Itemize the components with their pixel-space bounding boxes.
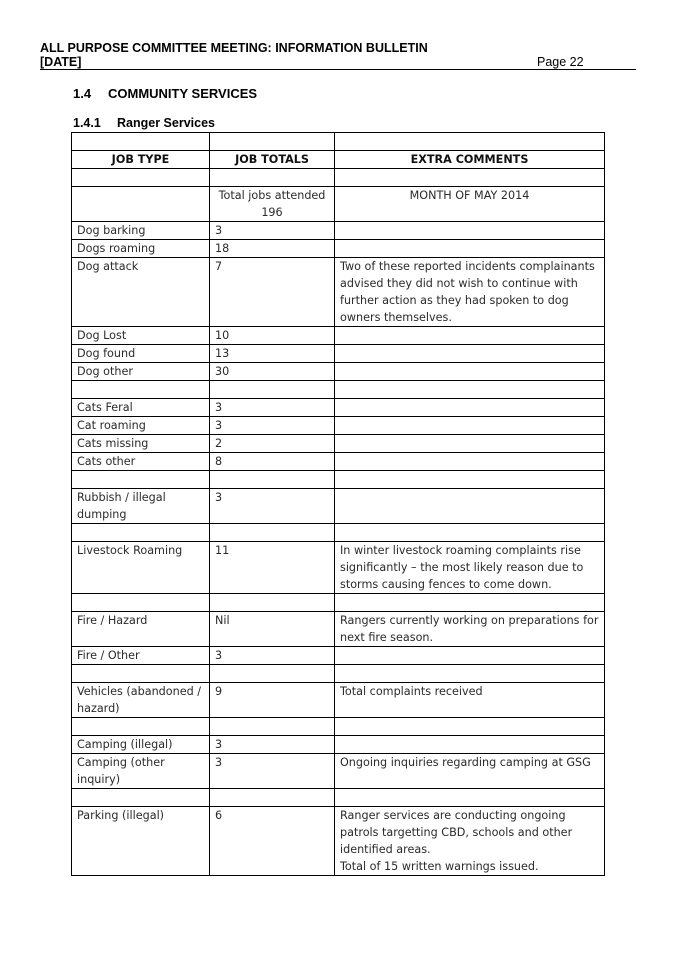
job-total-cell: 7 (210, 258, 335, 327)
job-total-cell: 8 (210, 453, 335, 471)
spacer-row (72, 524, 605, 542)
job-type-cell (72, 718, 210, 736)
section-number: 1.4 (73, 86, 92, 101)
comment-cell (335, 327, 605, 345)
table-cell (335, 169, 605, 187)
table-row (72, 453, 605, 471)
table-row (72, 489, 605, 524)
subsection-title: Ranger Services (117, 116, 215, 130)
job-total-cell: 3 (210, 736, 335, 754)
bulletin-date: [DATE] (40, 55, 82, 69)
job-total-cell (210, 789, 335, 807)
total-jobs-label: Total jobs attended (218, 189, 326, 202)
job-type-cell: Dog Lost (72, 327, 210, 345)
table-row (72, 169, 605, 187)
comment-cell (335, 789, 605, 807)
comment-cell (335, 345, 605, 363)
table-row (72, 612, 605, 647)
comment-cell (335, 363, 605, 381)
job-type-cell: Camping (other inquiry) (72, 754, 210, 789)
job-type-cell: Vehicles (abandoned / hazard) (72, 683, 210, 718)
comment-cell: Two of these reported incidents complainants advised they did not wish to continue with further action as they had spoken to dog owners themselves. (335, 258, 605, 327)
job-total-cell: 11 (210, 542, 335, 594)
job-total-cell (210, 665, 335, 683)
job-type-cell: Cats other (72, 453, 210, 471)
col-header-extra-comments: EXTRA COMMENTS (335, 151, 605, 169)
job-type-cell: Dog found (72, 345, 210, 363)
table-row (72, 345, 605, 363)
comment-cell (335, 453, 605, 471)
job-total-cell: 3 (210, 489, 335, 524)
table-row (72, 807, 605, 876)
job-type-cell: Parking (illegal) (72, 807, 210, 876)
spacer-row (72, 789, 605, 807)
subsection-heading (73, 116, 215, 130)
bulletin-title: ALL PURPOSE COMMITTEE MEETING: INFORMATION BULLETIN (40, 41, 428, 55)
job-type-cell: Dogs roaming (72, 240, 210, 258)
job-total-cell: 3 (210, 417, 335, 435)
report-period: MONTH OF MAY 2014 (335, 187, 605, 222)
job-type-cell (72, 665, 210, 683)
job-total-cell: 3 (210, 222, 335, 240)
job-type-cell: Cats Feral (72, 399, 210, 417)
job-total-cell (210, 471, 335, 489)
table-row (72, 222, 605, 240)
job-type-cell: Rubbish / illegal dumping (72, 489, 210, 524)
header-row (72, 151, 605, 169)
table-cell (210, 169, 335, 187)
page-number: Page 22 (537, 55, 584, 69)
subsection-number: 1.4.1 (73, 116, 101, 130)
table-row (72, 754, 605, 789)
col-header-job-totals: JOB TOTALS (210, 151, 335, 169)
spacer-row (72, 471, 605, 489)
comment-cell (335, 647, 605, 665)
job-type-cell: Cats missing (72, 435, 210, 453)
job-type-cell: Fire / Hazard (72, 612, 210, 647)
col-header-job-type: JOB TYPE (72, 151, 210, 169)
job-total-cell: 10 (210, 327, 335, 345)
comment-cell (335, 471, 605, 489)
job-total-cell (210, 718, 335, 736)
comment-cell (335, 524, 605, 542)
job-type-cell: Cat roaming (72, 417, 210, 435)
spacer-row (72, 718, 605, 736)
comment-cell: Total complaints received (335, 683, 605, 718)
spacer-row (72, 381, 605, 399)
job-total-cell: 6 (210, 807, 335, 876)
total-jobs-cell (210, 187, 335, 222)
comment-cell (335, 736, 605, 754)
table-row (72, 240, 605, 258)
comment-cell: Ongoing inquiries regarding camping at GSG (335, 754, 605, 789)
table-cell (210, 133, 335, 151)
job-type-cell: Livestock Roaming (72, 542, 210, 594)
table-row (72, 399, 605, 417)
job-total-cell (210, 381, 335, 399)
comment-cell (335, 594, 605, 612)
table-row (72, 133, 605, 151)
table-row (72, 542, 605, 594)
section-heading (73, 86, 257, 101)
comment-cell (335, 381, 605, 399)
total-jobs-value: 196 (261, 206, 283, 219)
comment-cell: Rangers currently working on preparations for next fire season. (335, 612, 605, 647)
job-total-cell: 30 (210, 363, 335, 381)
section-title: COMMUNITY SERVICES (108, 86, 258, 101)
comment-cell: In winter livestock roaming complaints rise significantly – the most likely reason due to storms causing fences to come down. (335, 542, 605, 594)
job-type-cell: Dog barking (72, 222, 210, 240)
table-row (72, 417, 605, 435)
job-total-cell: 13 (210, 345, 335, 363)
job-type-cell (72, 524, 210, 542)
job-type-cell (72, 789, 210, 807)
job-type-cell: Dog other (72, 363, 210, 381)
job-type-cell (72, 471, 210, 489)
table-cell (335, 133, 605, 151)
table-row (72, 736, 605, 754)
job-total-cell: Nil (210, 612, 335, 647)
job-total-cell: 2 (210, 435, 335, 453)
table-cell (72, 169, 210, 187)
table-row (72, 363, 605, 381)
comment-cell (335, 399, 605, 417)
job-total-cell: 3 (210, 754, 335, 789)
header-rule (40, 69, 636, 70)
job-type-cell (72, 594, 210, 612)
ranger-services-table (71, 132, 605, 876)
job-type-cell: Camping (illegal) (72, 736, 210, 754)
table-row (72, 647, 605, 665)
comment-cell (335, 240, 605, 258)
summary-row (72, 187, 605, 222)
job-total-cell (210, 594, 335, 612)
table-cell (72, 133, 210, 151)
comment-cell (335, 489, 605, 524)
job-total-cell: 18 (210, 240, 335, 258)
table-row (72, 683, 605, 718)
comment-cell (335, 435, 605, 453)
table-row (72, 435, 605, 453)
job-type-cell (72, 381, 210, 399)
comment-cell (335, 417, 605, 435)
job-total-cell: 3 (210, 647, 335, 665)
table-row (72, 327, 605, 345)
comment-cell: Ranger services are conducting ongoing patrols targetting CBD, schools and other identified areas. Total of 15 written warnings issued. (335, 807, 605, 876)
spacer-row (72, 665, 605, 683)
spacer-row (72, 594, 605, 612)
table-row (72, 258, 605, 327)
job-type-cell: Dog attack (72, 258, 210, 327)
job-total-cell (210, 524, 335, 542)
comment-cell (335, 665, 605, 683)
table-cell (72, 187, 210, 222)
job-type-cell: Fire / Other (72, 647, 210, 665)
job-total-cell: 3 (210, 399, 335, 417)
comment-cell (335, 718, 605, 736)
comment-cell (335, 222, 605, 240)
job-total-cell: 9 (210, 683, 335, 718)
